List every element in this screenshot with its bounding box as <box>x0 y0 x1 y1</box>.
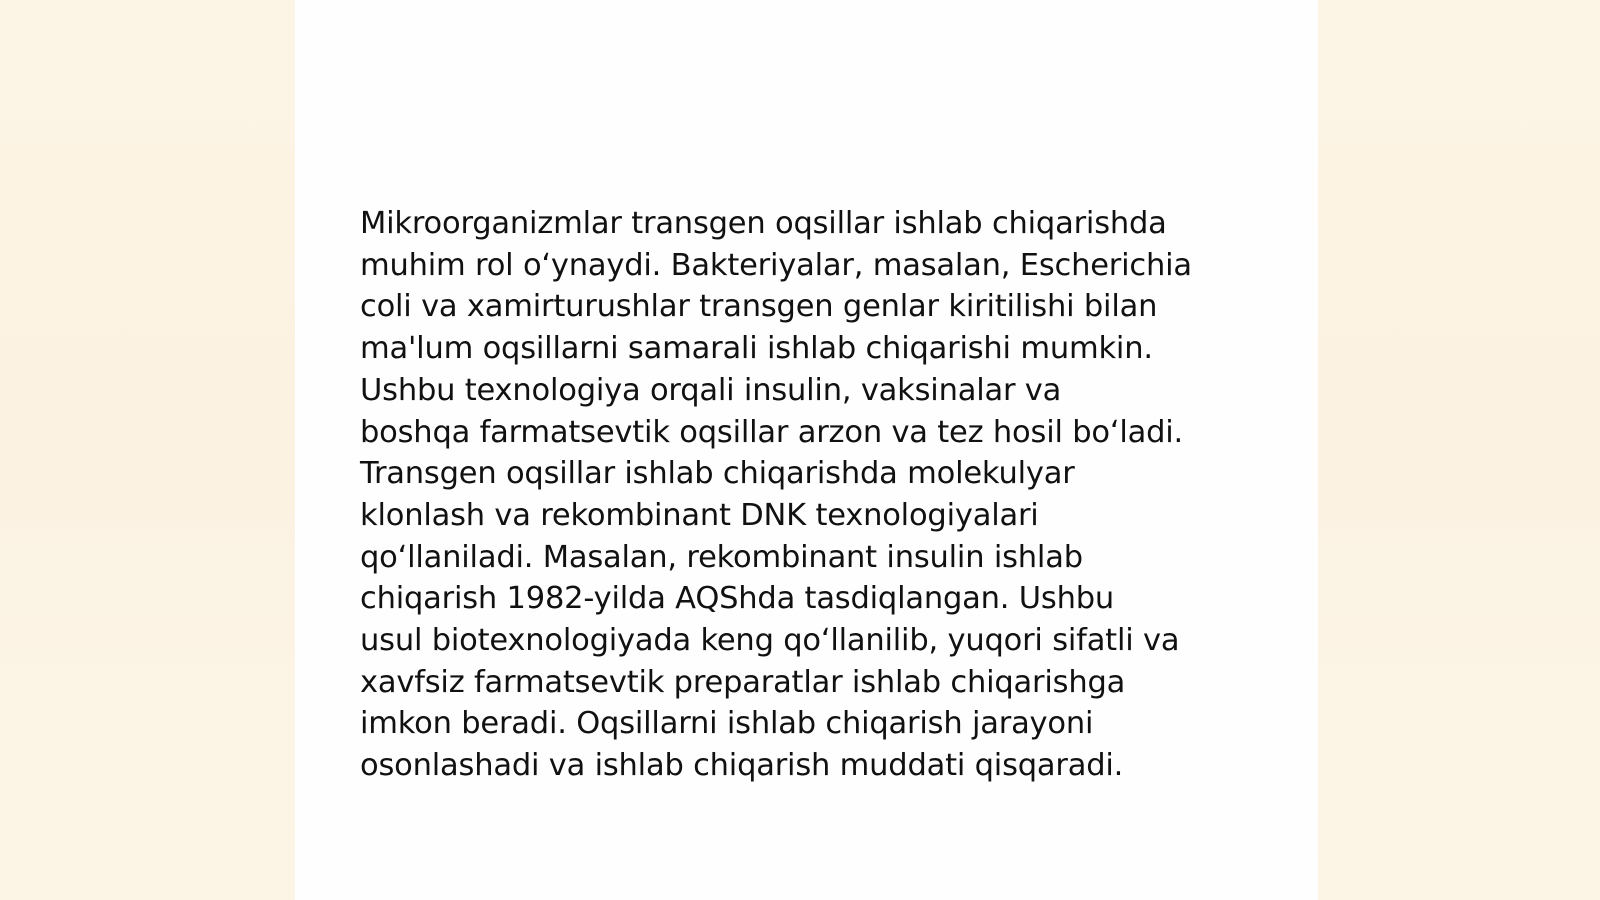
paragraph-line: xavfsiz farmatsevtik preparatlar ishlab chiqarishga <box>360 664 1126 700</box>
paragraph-line: osonlashadi va ishlab chiqarish muddati qisqaradi. <box>360 748 1124 784</box>
paragraph-line: Transgen oqsillar ishlab chiqarishda molekulyar <box>360 456 1075 492</box>
paragraph-line: ma'lum oqsillarni samarali ishlab chiqarishi mumkin. <box>360 331 1153 367</box>
paragraph-line: qo‘llaniladi. Masalan, rekombinant insulin ishlab <box>360 539 1083 575</box>
slide-page <box>295 0 1318 900</box>
paragraph-line: Ushbu texnologiya orqali insulin, vaksinalar va <box>360 372 1062 408</box>
right-margin-background <box>1318 0 1600 900</box>
paragraph-line: imkon beradi. Oqsillarni ishlab chiqarish jarayoni <box>360 706 1094 742</box>
left-margin-background <box>0 0 295 900</box>
paragraph-line: chiqarish 1982-yilda AQShda tasdiqlangan. Ushbu <box>360 581 1114 617</box>
body-paragraph <box>360 203 1260 787</box>
paragraph-line: usul biotexnologiyada keng qo‘llanilib, yuqori sifatli va <box>360 623 1180 659</box>
paragraph-line: klonlash va rekombinant DNK texnologiyalari <box>360 497 1039 533</box>
paragraph-line: coli va xamirturushlar transgen genlar kiritilishi bilan <box>360 289 1158 325</box>
paragraph-line: muhim rol o‘ynaydi. Bakteriyalar, masalan, Escherichia <box>360 247 1192 283</box>
paragraph-line: Mikroorganizmlar transgen oqsillar ishlab chiqarishda <box>360 206 1167 241</box>
paragraph-line: boshqa farmatsevtik oqsillar arzon va tez hosil bo‘ladi. <box>360 414 1184 450</box>
